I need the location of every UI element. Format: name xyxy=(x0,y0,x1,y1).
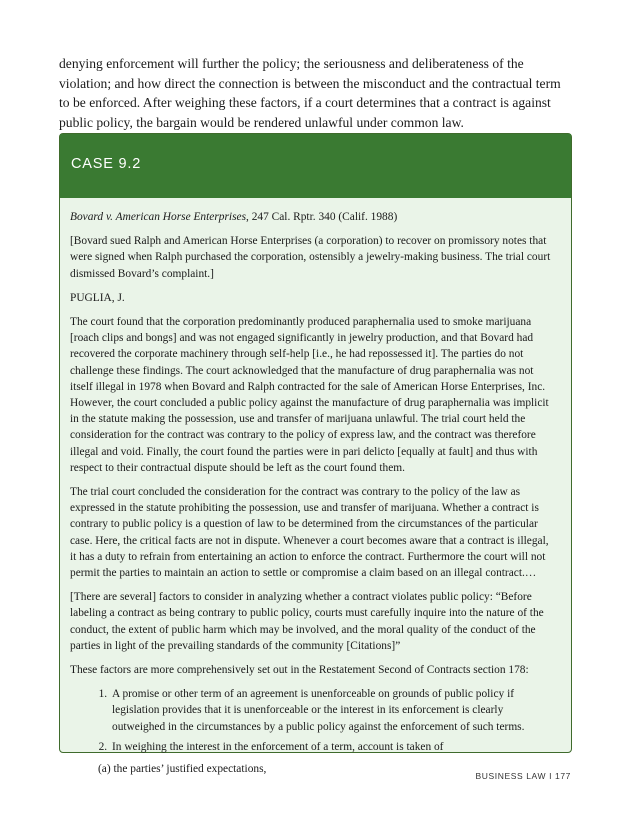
page-footer: BUSINESS LAW I 177 xyxy=(475,771,571,781)
case-paragraph: The court found that the corporation predominantly produced paraphernalia used to smoke marijuana [roach clips and bongs] and was not engaged significantly in jewelry production, and that Bovard had recovered the corporate machinery through self-help [i.e., he had repossessed it]. The parties do not challenge these findings. The court acknowledged that the manufacture of drug paraphernalia was not itself illegal in 1978 when Bovard and Ralph contracted for the sale of American Horse Enterprises, Inc. However, the court concluded a public policy against the manufacture of drug paraphernalia was implicit in the statute making the possession, use and transfer of marijuana unlawful. The trial court held the consideration for the contract was contrary to the policy of express law, and the contract was therefore illegal and void. Finally, the court found the parties were in pari delicto [equally at fault] and thus with respect to their contractual dispute should be left as the court found them. xyxy=(70,316,549,474)
restatement-list xyxy=(70,686,557,755)
case-citation-name: Bovard v. American Horse Enterprises xyxy=(70,211,246,223)
intro-paragraph: denying enforcement will further the policy; the seriousness and deliberateness of the violation; and how direct the connection is between the misconduct and the contractual term to be enforced. After weighing these factors, if a court determines that a contract is against public policy, the bargain would be rendered unlawful under common law. xyxy=(59,56,561,130)
case-citation xyxy=(70,209,557,225)
sub-list-item: (a) the parties’ justified expectations, xyxy=(98,763,267,776)
case-title: CASE 9.2 xyxy=(60,134,571,198)
case-paragraph: The trial court concluded the consideration for the contract was contrary to the policy of the law as expressed in the statute prohibiting the possession, use and transfer of marijuana. Whether a contract is contrary to public policy is a question of law to be determined from the circumstances of the particular case. Here, the critical facts are not in dispute. Whenever a court becomes aware that a contract is illegal, it has a duty to refrain from entertaining an action to enforce the contract. Furthermore the court will not permit the parties to maintain an action to settle or compromise a claim based on an illegal contract.… xyxy=(70,486,549,580)
case-citation-reporter: , 247 Cal. Rptr. 340 (Calif. 1988) xyxy=(246,211,398,223)
case-body xyxy=(60,198,571,777)
case-paragraph: [There are several] factors to consider in analyzing whether a contract violates public policy: “Before labeling a contract as being contrary to public policy, courts must carefully inquire into the nature of the conduct, the extent of public harm which may be involved, and the moral quality of the conduct of the parties in light of the prevailing standards of the community [Citations]” xyxy=(70,591,544,652)
case-summary: [Bovard sued Ralph and American Horse Enterprises (a corporation) to recover on promissory notes that were signed when Ralph purchased the corporation, ostensibly a jewelry-making business. The trial court dismissed Bovard’s complaint.] xyxy=(70,235,551,280)
case-paragraph: These factors are more comprehensively set out in the Restatement Second of Contracts section 178: xyxy=(70,664,529,677)
list-item: 2. In weighing the interest in the enforcement of a term, account is taken of xyxy=(110,739,557,755)
case-judge: PUGLIA, J. xyxy=(70,291,125,304)
list-item: 1. A promise or other term of an agreement is unenforceable on grounds of public policy if legislation provides that it is unenforceable or the interest in its enforcement is clearly outweighed in the circumstances by a public policy against the enforcement of such terms. xyxy=(110,686,557,735)
